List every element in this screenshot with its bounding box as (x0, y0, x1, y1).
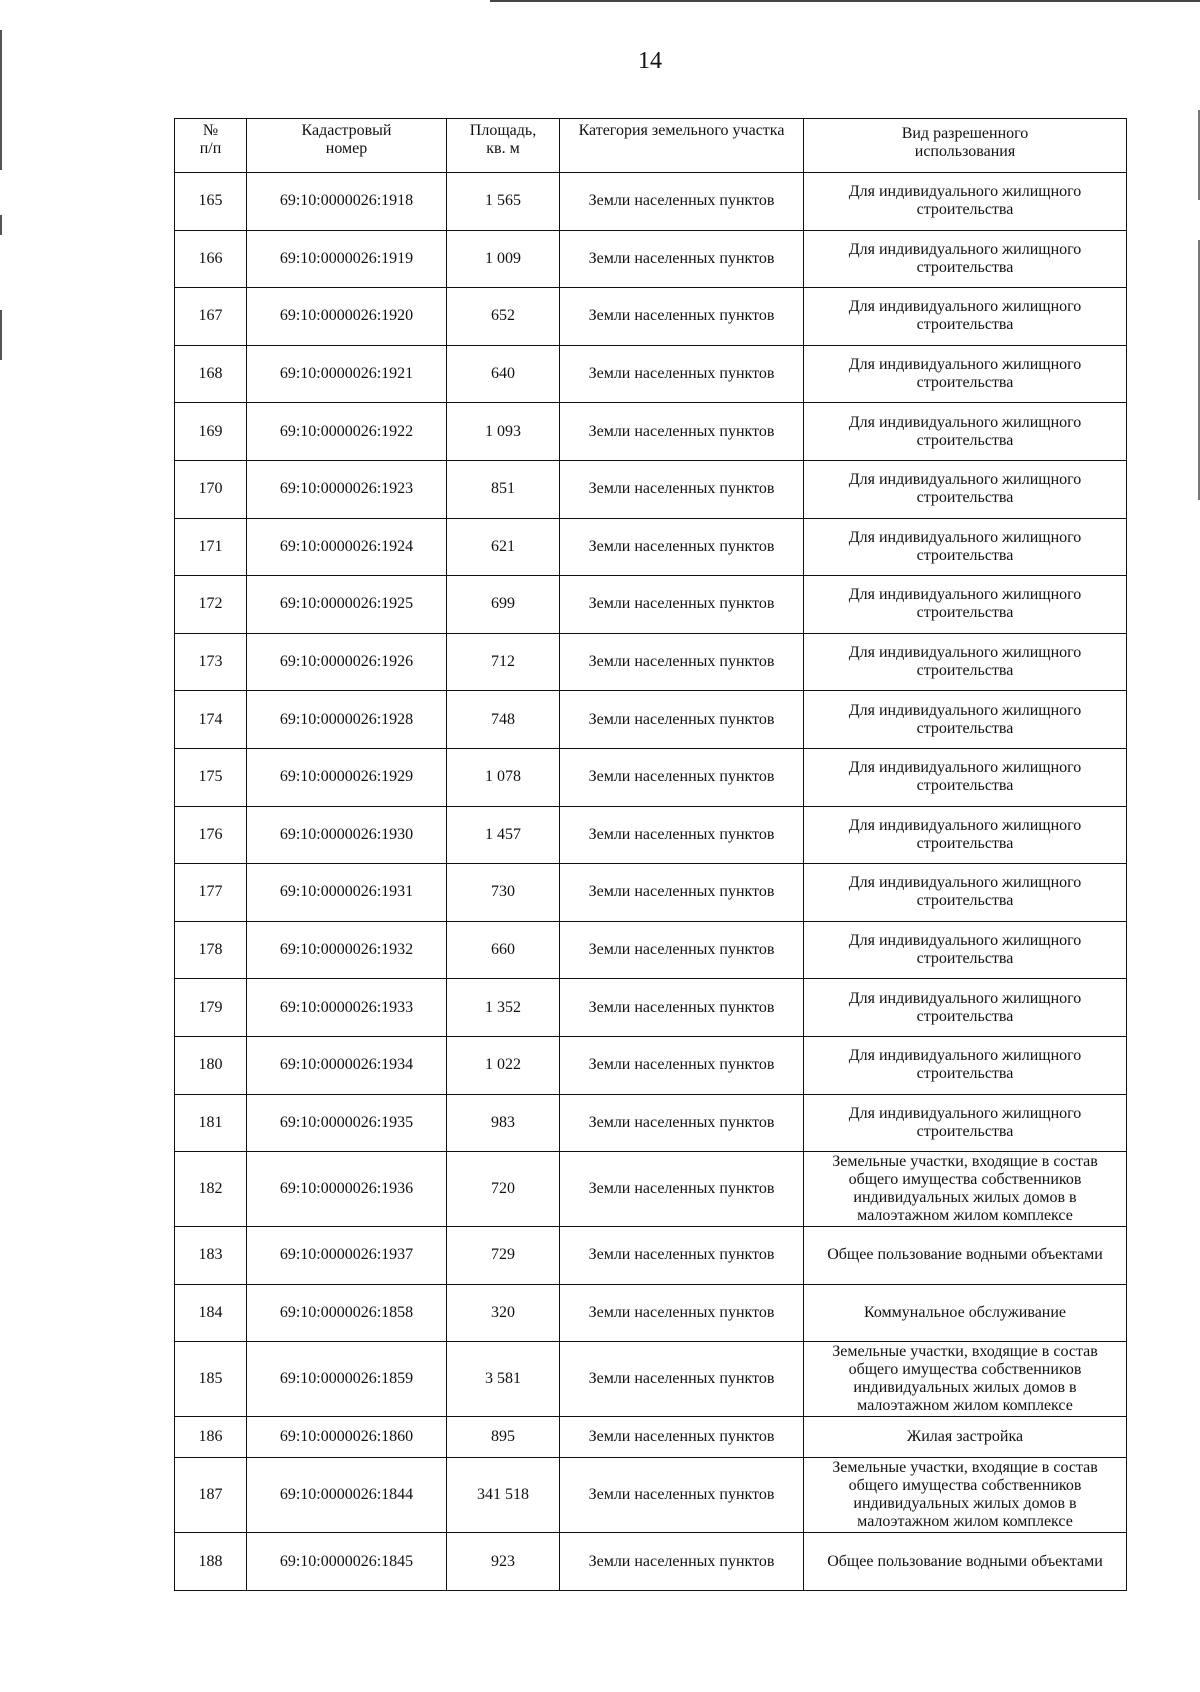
scan-margin-mark (0, 215, 2, 235)
cell-permitted-use: Коммунальное обслуживание (804, 1284, 1127, 1342)
table-row (175, 230, 1127, 288)
cell-cadastral-number: 69:10:0000026:1921 (247, 345, 447, 403)
table-row (175, 1533, 1127, 1591)
cell-cadastral-number: 69:10:0000026:1924 (247, 518, 447, 576)
table-row (175, 1036, 1127, 1094)
cell-permitted-use: Жилая застройка (804, 1417, 1127, 1458)
cell-number: 183 (175, 1227, 247, 1285)
cell-number: 169 (175, 403, 247, 461)
cell-cadastral-number: 69:10:0000026:1844 (247, 1458, 447, 1533)
cell-number: 167 (175, 288, 247, 346)
header-cadastral-line1: Кадастровый (301, 122, 392, 139)
header-category (560, 119, 804, 173)
cell-cadastral-number: 69:10:0000026:1919 (247, 230, 447, 288)
cell-number: 188 (175, 1533, 247, 1591)
cell-area: 1 009 (447, 230, 560, 288)
cell-cadastral-number: 69:10:0000026:1925 (247, 576, 447, 634)
cell-permitted-use: Общее пользование водными объектами (804, 1227, 1127, 1285)
header-area-line1: Площадь, (469, 122, 537, 139)
table-row (175, 1458, 1127, 1533)
cell-permitted-use: Для индивидуального жилищного строительства (804, 1094, 1127, 1152)
cell-cadastral-number: 69:10:0000026:1929 (247, 748, 447, 806)
cell-cadastral-number: 69:10:0000026:1928 (247, 691, 447, 749)
cell-permitted-use: Для индивидуального жилищного строительства (804, 288, 1127, 346)
cell-cadastral-number: 69:10:0000026:1932 (247, 921, 447, 979)
cell-category: Земли населенных пунктов (560, 288, 804, 346)
cell-cadastral-number: 69:10:0000026:1937 (247, 1227, 447, 1285)
cell-number: 186 (175, 1417, 247, 1458)
header-category-text: Категория земельного участка (578, 122, 785, 139)
cell-area: 1 022 (447, 1036, 560, 1094)
cell-permitted-use: Для индивидуального жилищного строительства (804, 921, 1127, 979)
cell-number: 170 (175, 460, 247, 518)
cell-cadastral-number: 69:10:0000026:1930 (247, 806, 447, 864)
cell-category: Земли населенных пунктов (560, 633, 804, 691)
cell-area: 652 (447, 288, 560, 346)
table-row (175, 345, 1127, 403)
table-row (175, 460, 1127, 518)
cell-category: Земли населенных пунктов (560, 921, 804, 979)
cell-permitted-use: Для индивидуального жилищного строительства (804, 691, 1127, 749)
table-row (175, 1417, 1127, 1458)
cell-area: 1 457 (447, 806, 560, 864)
cell-category: Земли населенных пунктов (560, 1342, 804, 1417)
cell-category: Земли населенных пунктов (560, 1227, 804, 1285)
cell-permitted-use: Общее пользование водными объектами (804, 1533, 1127, 1591)
cell-cadastral-number: 69:10:0000026:1931 (247, 864, 447, 922)
cell-area: 1 078 (447, 748, 560, 806)
cell-permitted-use: Для индивидуального жилищного строительства (804, 748, 1127, 806)
cell-cadastral-number: 69:10:0000026:1936 (247, 1152, 447, 1227)
cell-cadastral-number: 69:10:0000026:1860 (247, 1417, 447, 1458)
cell-cadastral-number: 69:10:0000026:1859 (247, 1342, 447, 1417)
cell-permitted-use: Для индивидуального жилищного строительства (804, 1036, 1127, 1094)
cell-category: Земли населенных пунктов (560, 518, 804, 576)
table-row (175, 1152, 1127, 1227)
cell-cadastral-number: 69:10:0000026:1920 (247, 288, 447, 346)
cell-cadastral-number: 69:10:0000026:1918 (247, 173, 447, 231)
table-row (175, 518, 1127, 576)
cell-area: 923 (447, 1533, 560, 1591)
table-row (175, 806, 1127, 864)
cell-category: Земли населенных пунктов (560, 345, 804, 403)
cell-cadastral-number: 69:10:0000026:1923 (247, 460, 447, 518)
cell-area: 699 (447, 576, 560, 634)
cell-category: Земли населенных пунктов (560, 1094, 804, 1152)
cell-cadastral-number: 69:10:0000026:1858 (247, 1284, 447, 1342)
cell-permitted-use: Земельные участки, входящие в состав общего имущества собственников индивидуальных жилых домов в малоэтажном жилом комплексе (804, 1342, 1127, 1417)
cell-permitted-use: Для индивидуального жилищного строительства (804, 230, 1127, 288)
cell-permitted-use: Для индивидуального жилищного строительства (804, 345, 1127, 403)
table-row (175, 288, 1127, 346)
cell-number: 182 (175, 1152, 247, 1227)
scan-margin-mark (0, 310, 2, 360)
cell-number: 168 (175, 345, 247, 403)
table-body (175, 173, 1127, 1591)
cell-area: 1 352 (447, 979, 560, 1037)
table-row (175, 403, 1127, 461)
table-row (175, 1342, 1127, 1417)
cell-category: Земли населенных пунктов (560, 1284, 804, 1342)
table-row (175, 979, 1127, 1037)
header-use (804, 119, 1127, 173)
cell-area: 341 518 (447, 1458, 560, 1533)
table-header-row (175, 119, 1127, 173)
cell-area: 640 (447, 345, 560, 403)
scan-edge-line (490, 0, 1200, 2)
cell-category: Земли населенных пунктов (560, 1036, 804, 1094)
cell-area: 660 (447, 921, 560, 979)
table-row (175, 691, 1127, 749)
cell-area: 1 093 (447, 403, 560, 461)
cell-area: 3 581 (447, 1342, 560, 1417)
cell-category: Земли населенных пунктов (560, 979, 804, 1037)
cell-number: 173 (175, 633, 247, 691)
table-row (175, 1094, 1127, 1152)
cell-area: 621 (447, 518, 560, 576)
cell-area: 712 (447, 633, 560, 691)
cell-number: 177 (175, 864, 247, 922)
table-row (175, 576, 1127, 634)
cell-category: Земли населенных пунктов (560, 691, 804, 749)
cell-category: Земли населенных пунктов (560, 748, 804, 806)
cell-category: Земли населенных пунктов (560, 806, 804, 864)
cell-cadastral-number: 69:10:0000026:1933 (247, 979, 447, 1037)
cell-cadastral-number: 69:10:0000026:1845 (247, 1533, 447, 1591)
cell-number: 184 (175, 1284, 247, 1342)
table-row (175, 748, 1127, 806)
cell-permitted-use: Для индивидуального жилищного строительства (804, 460, 1127, 518)
cell-permitted-use: Для индивидуального жилищного строительства (804, 979, 1127, 1037)
cell-number: 172 (175, 576, 247, 634)
cell-permitted-use: Для индивидуального жилищного строительства (804, 864, 1127, 922)
cell-number: 187 (175, 1458, 247, 1533)
cell-permitted-use: Для индивидуального жилищного строительства (804, 403, 1127, 461)
table-row (175, 864, 1127, 922)
header-area-line2: кв. м (486, 140, 520, 157)
cell-cadastral-number: 69:10:0000026:1926 (247, 633, 447, 691)
table-row (175, 921, 1127, 979)
cell-category: Земли населенных пунктов (560, 1152, 804, 1227)
table-row (175, 173, 1127, 231)
cell-permitted-use: Для индивидуального жилищного строительства (804, 173, 1127, 231)
cell-permitted-use: Для индивидуального жилищного строительства (804, 633, 1127, 691)
header-area (447, 119, 560, 173)
table-row (175, 633, 1127, 691)
cell-area: 720 (447, 1152, 560, 1227)
cell-permitted-use: Для индивидуального жилищного строительства (804, 576, 1127, 634)
cell-category: Земли населенных пунктов (560, 460, 804, 518)
cell-category: Земли населенных пунктов (560, 403, 804, 461)
cell-number: 179 (175, 979, 247, 1037)
cell-area: 729 (447, 1227, 560, 1285)
cell-area: 320 (447, 1284, 560, 1342)
header-use-line2: использования (914, 143, 1016, 160)
cell-area: 748 (447, 691, 560, 749)
cell-category: Земли населенных пунктов (560, 1533, 804, 1591)
cell-area: 730 (447, 864, 560, 922)
cell-number: 165 (175, 173, 247, 231)
cell-cadastral-number: 69:10:0000026:1922 (247, 403, 447, 461)
cell-category: Земли населенных пунктов (560, 173, 804, 231)
cell-category: Земли населенных пунктов (560, 1458, 804, 1533)
header-cadastral (247, 119, 447, 173)
page-number: 14 (638, 48, 662, 74)
cell-area: 983 (447, 1094, 560, 1152)
cell-category: Земли населенных пунктов (560, 230, 804, 288)
cell-category: Земли населенных пунктов (560, 1417, 804, 1458)
cell-number: 171 (175, 518, 247, 576)
cell-area: 895 (447, 1417, 560, 1458)
cell-permitted-use: Для индивидуального жилищного строительства (804, 518, 1127, 576)
header-number-line2: п/п (199, 140, 222, 157)
cell-area: 851 (447, 460, 560, 518)
header-cadastral-line2: номер (325, 140, 368, 157)
header-number-line1: № (202, 122, 219, 139)
cell-category: Земли населенных пунктов (560, 864, 804, 922)
cell-number: 178 (175, 921, 247, 979)
cell-number: 180 (175, 1036, 247, 1094)
table-row (175, 1284, 1127, 1342)
cell-cadastral-number: 69:10:0000026:1934 (247, 1036, 447, 1094)
cell-number: 166 (175, 230, 247, 288)
cell-permitted-use: Для индивидуального жилищного строительства (804, 806, 1127, 864)
cell-number: 185 (175, 1342, 247, 1417)
cell-category: Земли населенных пунктов (560, 576, 804, 634)
cell-cadastral-number: 69:10:0000026:1935 (247, 1094, 447, 1152)
header-use-line1: Вид разрешенного (901, 125, 1029, 142)
cell-number: 181 (175, 1094, 247, 1152)
table-row (175, 1227, 1127, 1285)
cell-number: 176 (175, 806, 247, 864)
cell-area: 1 565 (447, 173, 560, 231)
cell-number: 175 (175, 748, 247, 806)
cell-number: 174 (175, 691, 247, 749)
land-plots-table (174, 118, 1127, 1591)
cell-permitted-use: Земельные участки, входящие в состав общего имущества собственников индивидуальных жилых домов в малоэтажном жилом комплексе (804, 1458, 1127, 1533)
cell-permitted-use: Земельные участки, входящие в состав общего имущества собственников индивидуальных жилых домов в малоэтажном жилом комплексе (804, 1152, 1127, 1227)
header-number (175, 119, 247, 173)
